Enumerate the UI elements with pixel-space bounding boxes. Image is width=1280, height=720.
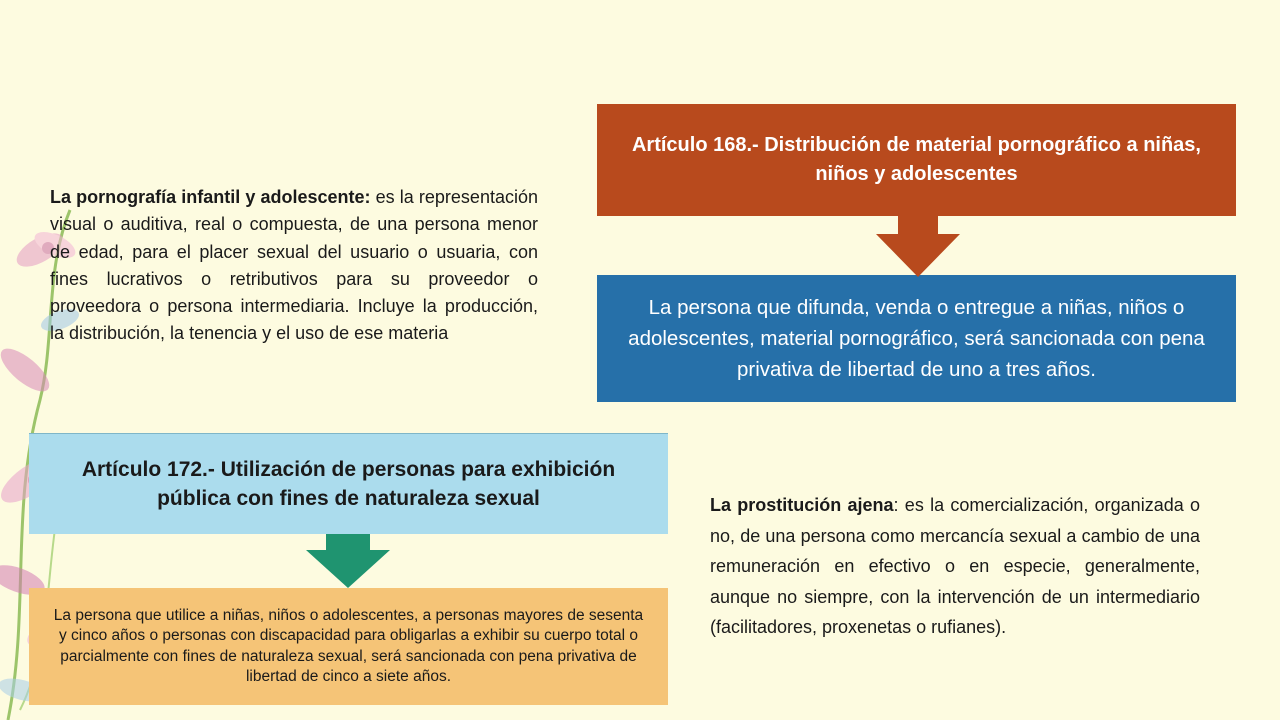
prostitution-term: La prostitución ajena bbox=[710, 495, 894, 515]
article-172-title: Artículo 172.- Utilización de personas para exhibición pública con fines de naturaleza sexual bbox=[29, 433, 668, 534]
article-172-body: La persona que utilice a niñas, niños o adolescentes, a personas mayores de sesenta y cinco años o personas con discapacidad para obligarlas a exhibir su cuerpo total o parcialmente con fines de naturaleza sexual, será sancionada con pena privativa de libertad de cinco a siete años. bbox=[29, 588, 668, 705]
prostitution-definition bbox=[710, 490, 1200, 643]
down-arrow-icon bbox=[306, 534, 390, 588]
article-168-body: La persona que difunda, venda o entregue a niñas, niños o adolescentes, material pornográfico, será sancionada con pena privativa de libertad de uno a tres años. bbox=[597, 275, 1236, 402]
prostitution-text: : es la comercialización, organizada o no, de una persona como mercancía sexual a cambio de una remuneración en efectivo o en especie, generalmente, aunque no siempre, con la intervención de un intermediario (facilitadores, proxenetas o rufianes). bbox=[710, 495, 1200, 638]
pornography-definition bbox=[50, 184, 538, 348]
pornography-term: La pornografía infantil y adolescente: bbox=[50, 187, 371, 207]
down-arrow-icon bbox=[876, 216, 960, 277]
article-168-title: Artículo 168.- Distribución de material pornográfico a niñas, niños y adolescentes bbox=[597, 104, 1236, 216]
pornography-text: es la representación visual o auditiva, real o compuesta, de una persona menor de edad, para el placer sexual del usuario o usuaria, con fines lucrativos o retributivos para su proveedor o proveedora o persona intermediaria. Incluye la producción, la distribución, la tenencia y el uso de ese materia bbox=[50, 187, 538, 344]
